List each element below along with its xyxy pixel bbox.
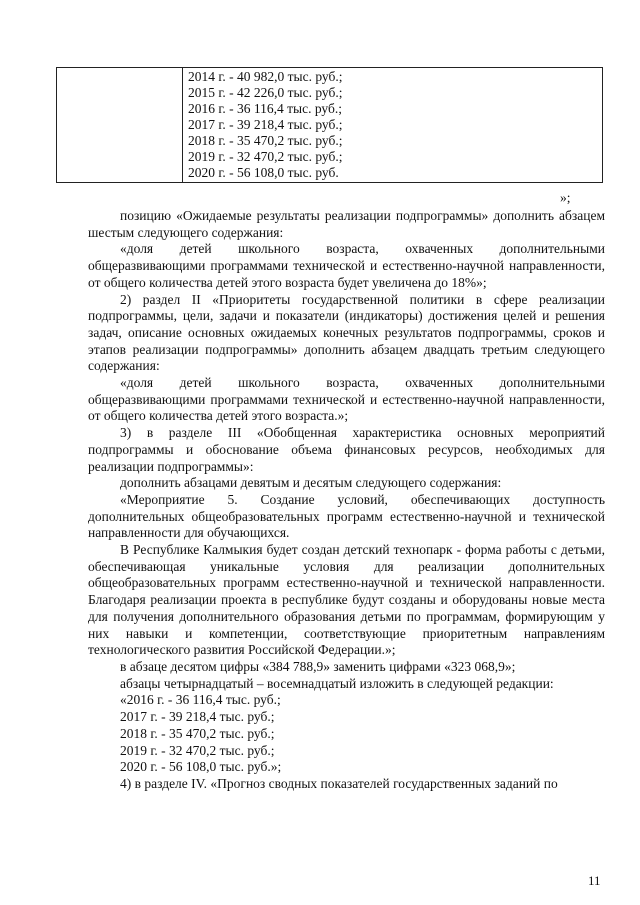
body-text (88, 208, 605, 793)
year-line: 2017 г. - 39 218,4 тыс. руб.; (188, 117, 343, 132)
closing-quote: »; (560, 190, 571, 205)
year-line: 2016 г. - 36 116,4 тыс. руб.; (188, 101, 342, 116)
year-line: 2019 г. - 32 470,2 тыс. руб.; (188, 149, 343, 164)
page-number: 11 (588, 873, 601, 888)
list-line: 2018 г. - 35 470,2 тыс. руб.; (120, 725, 275, 741)
paragraph: позицию «Ожидаемые результаты реализации подпрограммы» дополнить абзацем шестым следующего содержания: (88, 208, 605, 240)
list-line: 2017 г. - 39 218,4 тыс. руб.; (120, 709, 275, 725)
table-years-cell (183, 68, 603, 183)
year-line: 2020 г. - 56 108,0 тыс. руб. (188, 165, 339, 180)
paragraph: 4) в разделе IV. «Прогноз сводных показателей государственных заданий по (120, 775, 558, 791)
paragraph: абзацы четырнадцатый – восемнадцатый изложить в следующей редакции: (120, 675, 554, 691)
paragraph: 2) раздел II «Приоритеты государственной политики в сфере реализации подпрограммы, цели, задачи и показатели (индикаторы) достижения целей и решения задач, описание основных ожидаемых конечных результатов подпрограммы, сроков и этапов реализации подпрограммы» дополнить абзацем двадцать третьим следующего содержания: (88, 291, 605, 374)
year-line: 2018 г. - 35 470,2 тыс. руб.; (188, 133, 343, 148)
paragraph: «доля детей школьного возраста, охваченных дополнительными общеразвивающими программами технической и естественно-научной направленности, от общего количества детей этого возраста будет увеличена до 18%»; (88, 241, 605, 290)
list-line: 2020 г. - 56 108,0 тыс. руб.»; (120, 759, 282, 775)
table-row (57, 68, 603, 183)
list-line: 2019 г. - 32 470,2 тыс. руб.; (120, 742, 275, 758)
list-line: «2016 г. - 36 116,4 тыс. руб.; (120, 692, 281, 708)
paragraph: «Мероприятие 5. Создание условий, обеспечивающих доступность дополнительных общеобразовательных программ естественно-научной и технической направленности для обучающихся. (88, 491, 605, 541)
year-line: 2015 г. - 42 226,0 тыс. руб.; (188, 85, 343, 100)
paragraph: в абзаце десятом цифры «384 788,9» заменить цифрами «323 068,9»; (120, 658, 516, 674)
paragraph: В Республике Калмыкия будет создан детский технопарк - форма работы с детьми, обеспечивающая уникальные условия для реализации дополнительных общеобразовательных программ естественно-научной и технической направленности. Благодаря реализации проекта в республике будут созданы и оборудованы новые места для получения дополнительного образования детьми по программам, формирующим у них навыки и компетенции, соответствующие приоритетным направлениям технологического развития Российской Федерации.»; (88, 542, 605, 658)
funding-table (56, 67, 603, 183)
paragraph: дополнить абзацами девятым и десятым следующего содержания: (120, 475, 502, 491)
paragraph: «доля детей школьного возраста, охваченных дополнительными общеразвивающими программами технической и естественно-научной направленности, от общего количества детей этого возраста.»; (88, 375, 605, 424)
table-empty-cell (57, 68, 183, 183)
paragraph: 3) в разделе III «Обобщенная характеристика основных мероприятий подпрограммы и обоснование объема финансовых ресурсов, необходимых для реализации подпрограммы»: (88, 425, 605, 474)
year-line: 2014 г. - 40 982,0 тыс. руб.; (188, 69, 343, 84)
